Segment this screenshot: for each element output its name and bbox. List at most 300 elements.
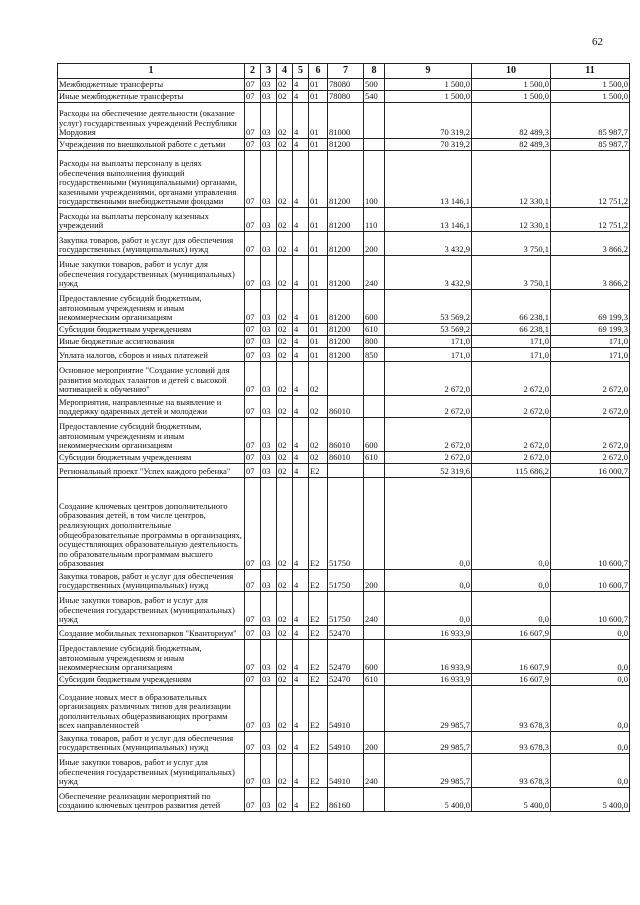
row-name-cell: Предоставление субсидий бюджетным, автономным учреждениям и иным некоммерческим организациям [58,640,245,674]
value-cell: 3 866,2 [551,256,630,290]
page-number: 62 [592,36,603,48]
value-cell: 10 600,7 [551,592,630,626]
code-cell: 07 [245,788,261,812]
code-cell: 02 [277,139,293,151]
row-name-cell: Уплата налогов, сборов и иных платежей [58,348,245,362]
code-cell: 03 [261,732,277,754]
table-row [58,592,630,626]
row-name-cell: Региональный проект "Успех каждого ребенка" [58,464,245,478]
value-cell: 53 569,2 [385,324,472,336]
value-cell: 2 672,0 [472,418,551,452]
code-cell: 07 [245,452,261,464]
code-cell: 02 [277,452,293,464]
value-cell: 0,0 [385,478,472,570]
value-cell: 12 330,1 [472,151,551,208]
code-cell: 600 [364,640,385,674]
code-cell: 07 [245,232,261,256]
code-cell: 4 [293,396,309,418]
value-cell: 10 600,7 [551,570,630,592]
code-cell: 240 [364,592,385,626]
code-cell: 02 [277,640,293,674]
code-cell: 81200 [328,290,364,324]
code-cell: 07 [245,686,261,732]
code-cell: 200 [364,732,385,754]
row-name-cell: Создание новых мест в образовательных организациях различных типов для реализации дополнительных общеразвивающих программ всех направленностей [58,686,245,732]
code-cell: 52470 [328,674,364,686]
code-cell: E2 [309,788,328,812]
code-cell: 01 [309,139,328,151]
column-header: 11 [551,64,630,79]
code-cell: 4 [293,232,309,256]
code-cell: E2 [309,686,328,732]
row-name-cell: Закупка товаров, работ и услуг для обеспечения государственных (муниципальных) нужд [58,232,245,256]
table-row [58,788,630,812]
code-cell: 240 [364,754,385,788]
code-cell: 02 [277,626,293,640]
code-cell: 240 [364,256,385,290]
value-cell: 1 500,0 [551,79,630,91]
value-cell: 2 672,0 [385,452,472,464]
code-cell: 03 [261,592,277,626]
code-cell: 07 [245,754,261,788]
code-cell: 100 [364,151,385,208]
row-name-cell: Иные закупки товаров, работ и услуг для обеспечения государственных (муниципальных) нужд [58,592,245,626]
code-cell: 02 [277,151,293,208]
value-cell: 29 985,7 [385,754,472,788]
value-cell: 0,0 [385,592,472,626]
code-cell: 02 [277,103,293,139]
value-cell: 82 489,3 [472,103,551,139]
value-cell: 1 500,0 [551,91,630,103]
code-cell: 07 [245,362,261,396]
value-cell: 2 672,0 [472,452,551,464]
code-cell [328,362,364,396]
value-cell: 2 672,0 [472,362,551,396]
value-cell: 10 600,7 [551,478,630,570]
value-cell: 16 607,9 [472,640,551,674]
value-cell: 16 000,7 [551,464,630,478]
code-cell: 03 [261,674,277,686]
table-row [58,362,630,396]
code-cell: 07 [245,418,261,452]
code-cell: 81200 [328,232,364,256]
value-cell: 2 672,0 [551,418,630,452]
code-cell: 03 [261,79,277,91]
code-cell: 81200 [328,336,364,348]
code-cell: 01 [309,324,328,336]
code-cell: 07 [245,348,261,362]
code-cell: 02 [309,396,328,418]
table-row [58,754,630,788]
code-cell: 4 [293,336,309,348]
code-cell: 4 [293,139,309,151]
row-name-cell: Иные межбюджетные трансферты [58,91,245,103]
code-cell: 4 [293,592,309,626]
value-cell: 2 672,0 [551,396,630,418]
value-cell: 12 751,2 [551,151,630,208]
value-cell: 12 751,2 [551,208,630,232]
value-cell: 5 400,0 [472,788,551,812]
code-cell [364,103,385,139]
table-row [58,732,630,754]
code-cell: 78080 [328,91,364,103]
code-cell: 02 [277,336,293,348]
code-cell: 200 [364,232,385,256]
value-cell: 5 400,0 [385,788,472,812]
code-cell: E2 [309,640,328,674]
value-cell: 3 866,2 [551,232,630,256]
code-cell [364,362,385,396]
table-row [58,139,630,151]
code-cell: 52470 [328,626,364,640]
code-cell: 51750 [328,570,364,592]
value-cell: 3 432,9 [385,256,472,290]
table-row [58,640,630,674]
value-cell: 171,0 [472,348,551,362]
value-cell: 0,0 [551,640,630,674]
code-cell: 02 [277,208,293,232]
code-cell: 03 [261,788,277,812]
value-cell: 171,0 [385,336,472,348]
code-cell: 4 [293,324,309,336]
code-cell: 4 [293,290,309,324]
row-name-cell: Мероприятия, направленные на выявление и поддержку одаренных детей и молодежи [58,396,245,418]
table-row [58,478,630,570]
code-cell: 610 [364,324,385,336]
code-cell [364,139,385,151]
code-cell: 03 [261,626,277,640]
code-cell: 4 [293,754,309,788]
code-cell: 02 [277,348,293,362]
code-cell: 78080 [328,79,364,91]
row-name-cell: Создание ключевых центров дополнительного образования детей, в том числе центров, реализующих дополнительные общеобразовательные программы в организациях, осуществляющих образовательную деятельность по образовательным программам высшего образования [58,478,245,570]
value-cell: 0,0 [472,592,551,626]
code-cell: 02 [309,418,328,452]
code-cell: 01 [309,91,328,103]
row-name-cell: Создание мобильных технопарков "Кванториум" [58,626,245,640]
row-name-cell: Субсидии бюджетным учреждениям [58,452,245,464]
value-cell: 93 678,3 [472,686,551,732]
value-cell: 29 985,7 [385,732,472,754]
code-cell [364,396,385,418]
code-cell: 02 [309,362,328,396]
value-cell: 2 672,0 [551,362,630,396]
row-name-cell: Иные бюджетные ассигнования [58,336,245,348]
value-cell: 0,0 [551,686,630,732]
code-cell: 4 [293,208,309,232]
value-cell: 2 672,0 [385,418,472,452]
code-cell: 02 [277,732,293,754]
code-cell: 07 [245,592,261,626]
table-row [58,103,630,139]
code-cell: 07 [245,570,261,592]
code-cell: 07 [245,103,261,139]
code-cell: 03 [261,103,277,139]
code-cell: 4 [293,103,309,139]
code-cell: 03 [261,686,277,732]
code-cell: 07 [245,290,261,324]
row-name-cell: Расходы на выплаты персоналу казенных учреждений [58,208,245,232]
code-cell: 03 [261,139,277,151]
code-cell [364,478,385,570]
code-cell: 86160 [328,788,364,812]
column-header: 8 [364,64,385,79]
column-header: 10 [472,64,551,79]
code-cell: 02 [277,232,293,256]
value-cell: 66 238,1 [472,290,551,324]
code-cell: 610 [364,452,385,464]
row-name-cell: Предоставление субсидий бюджетным, автономным учреждениям и иным некоммерческим организациям [58,418,245,452]
code-cell: 4 [293,674,309,686]
code-cell: 07 [245,396,261,418]
code-cell [364,686,385,732]
value-cell: 1 500,0 [385,91,472,103]
code-cell: 02 [277,79,293,91]
code-cell: 81200 [328,348,364,362]
value-cell: 13 146,1 [385,208,472,232]
code-cell: 86010 [328,452,364,464]
code-cell: 51750 [328,592,364,626]
table-row [58,324,630,336]
code-cell: 54910 [328,686,364,732]
value-cell: 13 146,1 [385,151,472,208]
code-cell: 03 [261,232,277,256]
value-cell: 0,0 [472,478,551,570]
code-cell: 500 [364,79,385,91]
code-cell: 07 [245,324,261,336]
code-cell: 02 [277,674,293,686]
code-cell: 03 [261,336,277,348]
code-cell: 02 [309,452,328,464]
code-cell: E2 [309,570,328,592]
code-cell: 07 [245,208,261,232]
value-cell: 70 319,2 [385,103,472,139]
code-cell: 07 [245,478,261,570]
column-header: 9 [385,64,472,79]
code-cell: 01 [309,336,328,348]
value-cell: 93 678,3 [472,732,551,754]
value-cell: 171,0 [551,348,630,362]
code-cell: 07 [245,79,261,91]
value-cell: 5 400,0 [551,788,630,812]
code-cell: 4 [293,91,309,103]
code-cell: 4 [293,640,309,674]
value-cell: 85 987,7 [551,139,630,151]
row-name-cell: Предоставление субсидий бюджетным, автономным учреждениям и иным некоммерческим организациям [58,290,245,324]
code-cell: 81200 [328,324,364,336]
row-name-cell: Межбюджетные трансферты [58,79,245,91]
table-row [58,256,630,290]
code-cell: 07 [245,464,261,478]
code-cell: 4 [293,478,309,570]
column-header: 6 [309,64,328,79]
value-cell: 2 672,0 [385,362,472,396]
code-cell: 02 [277,478,293,570]
code-cell: 01 [309,151,328,208]
table-row [58,464,630,478]
value-cell: 3 750,1 [472,256,551,290]
code-cell: 4 [293,256,309,290]
code-cell: 4 [293,626,309,640]
table-row [58,626,630,640]
value-cell: 12 330,1 [472,208,551,232]
code-cell: 51750 [328,478,364,570]
code-cell: 03 [261,640,277,674]
value-cell: 3 432,9 [385,232,472,256]
value-cell: 0,0 [385,570,472,592]
value-cell: 16 933,9 [385,674,472,686]
table-row [58,79,630,91]
code-cell: E2 [309,592,328,626]
code-cell: 4 [293,788,309,812]
code-cell: 01 [309,290,328,324]
code-cell: 02 [277,256,293,290]
code-cell: 03 [261,256,277,290]
code-cell: 07 [245,336,261,348]
code-cell: 02 [277,91,293,103]
column-header: 7 [328,64,364,79]
column-header: 1 [58,64,245,79]
code-cell: 02 [277,464,293,478]
table-body [58,79,630,812]
row-name-cell: Субсидии бюджетным учреждениям [58,324,245,336]
value-cell: 53 569,2 [385,290,472,324]
code-cell: 01 [309,103,328,139]
value-cell: 1 500,0 [472,91,551,103]
value-cell: 52 319,6 [385,464,472,478]
code-cell: 850 [364,348,385,362]
code-cell: 02 [277,324,293,336]
value-cell: 115 686,2 [472,464,551,478]
column-header: 4 [277,64,293,79]
code-cell: 4 [293,686,309,732]
code-cell: 07 [245,151,261,208]
value-cell: 70 319,2 [385,139,472,151]
code-cell: 02 [277,754,293,788]
code-cell: 01 [309,208,328,232]
code-cell: 600 [364,290,385,324]
code-cell: 4 [293,464,309,478]
code-cell: E2 [309,464,328,478]
code-cell: 03 [261,290,277,324]
code-cell: 81200 [328,151,364,208]
code-cell: 4 [293,452,309,464]
code-cell: 02 [277,788,293,812]
code-cell: 540 [364,91,385,103]
code-cell: 800 [364,336,385,348]
budget-table [57,63,630,812]
row-name-cell: Расходы на выплаты персоналу в целях обеспечения выполнения функций государственными (муниципальными) органами, казенными учреждениями, органами управления государственными внебюджетными фондами [58,151,245,208]
code-cell: 02 [277,362,293,396]
column-header: 2 [245,64,261,79]
code-cell [328,464,364,478]
value-cell: 0,0 [472,570,551,592]
row-name-cell: Обеспечение реализации мероприятий по созданию ключевых центров развития детей [58,788,245,812]
code-cell: 86010 [328,396,364,418]
value-cell: 171,0 [385,348,472,362]
value-cell: 2 672,0 [385,396,472,418]
table-row [58,418,630,452]
table-row [58,396,630,418]
code-cell: E2 [309,478,328,570]
code-cell: 07 [245,626,261,640]
table-row [58,290,630,324]
code-cell: 4 [293,348,309,362]
code-cell: 03 [261,418,277,452]
code-cell: 4 [293,79,309,91]
value-cell: 0,0 [551,732,630,754]
code-cell: 01 [309,348,328,362]
code-cell: 86010 [328,418,364,452]
code-cell: 01 [309,256,328,290]
code-cell: 01 [309,232,328,256]
code-cell: 02 [277,396,293,418]
value-cell: 29 985,7 [385,686,472,732]
code-cell: E2 [309,754,328,788]
value-cell: 1 500,0 [385,79,472,91]
code-cell: 81200 [328,208,364,232]
table-row [58,91,630,103]
header-row [58,64,630,79]
table-row [58,336,630,348]
code-cell: E2 [309,626,328,640]
value-cell: 171,0 [472,336,551,348]
value-cell: 82 489,3 [472,139,551,151]
value-cell: 16 607,9 [472,626,551,640]
row-name-cell: Иные закупки товаров, работ и услуг для обеспечения государственных (муниципальных) нужд [58,256,245,290]
code-cell: 600 [364,418,385,452]
value-cell: 16 607,9 [472,674,551,686]
code-cell: 4 [293,418,309,452]
table-row [58,452,630,464]
code-cell: 54910 [328,754,364,788]
row-name-cell: Основное мероприятие "Создание условий для развития молодых талантов и детей с высокой мотивацией к обучению" [58,362,245,396]
table-row [58,674,630,686]
code-cell: 01 [309,79,328,91]
value-cell: 93 678,3 [472,754,551,788]
code-cell: 03 [261,208,277,232]
value-cell: 69 199,3 [551,290,630,324]
code-cell [364,464,385,478]
code-cell: 02 [277,592,293,626]
code-cell: 03 [261,464,277,478]
table-row [58,151,630,208]
code-cell: 07 [245,640,261,674]
code-cell: E2 [309,674,328,686]
code-cell: 610 [364,674,385,686]
code-cell: 03 [261,324,277,336]
code-cell: 81200 [328,256,364,290]
value-cell: 85 987,7 [551,103,630,139]
row-name-cell: Субсидии бюджетным учреждениям [58,674,245,686]
value-cell: 0,0 [551,674,630,686]
code-cell: 07 [245,674,261,686]
code-cell: 07 [245,91,261,103]
code-cell: 03 [261,754,277,788]
table-row [58,348,630,362]
code-cell: 03 [261,478,277,570]
code-cell: 07 [245,256,261,290]
code-cell: 52470 [328,640,364,674]
code-cell: 03 [261,348,277,362]
code-cell: E2 [309,732,328,754]
code-cell: 4 [293,151,309,208]
value-cell: 2 672,0 [551,452,630,464]
code-cell: 07 [245,732,261,754]
value-cell: 0,0 [551,626,630,640]
value-cell: 1 500,0 [472,79,551,91]
value-cell: 2 672,0 [472,396,551,418]
